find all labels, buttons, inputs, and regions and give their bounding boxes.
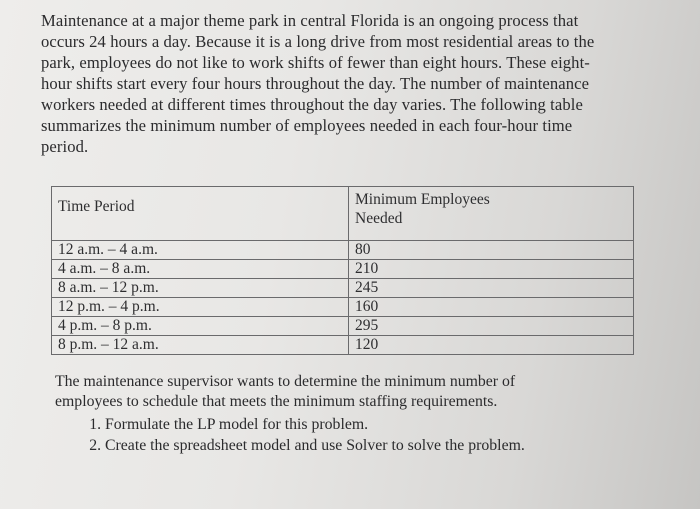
text-line: occurs 24 hours a day. Because it is a long drive from most residential areas to the (41, 32, 595, 51)
text-line: period. (41, 137, 89, 156)
min-employees-cell: 80 (349, 241, 634, 260)
table-row (52, 241, 634, 260)
question-section (55, 372, 655, 456)
min-employees-cell: 210 (349, 260, 634, 279)
table-row (52, 336, 634, 355)
table-row (52, 260, 634, 279)
min-employees-cell: 160 (349, 298, 634, 317)
header-time-period: Time Period (52, 187, 349, 241)
text-line: employees to schedule that meets the minimum staffing requirements. (55, 393, 498, 410)
table-row (52, 298, 634, 317)
text-line: hour shifts start every four hours throughout the day. The number of maintenance (41, 74, 590, 93)
text-line: summarizes the minimum number of employees needed in each four-hour time (41, 116, 573, 135)
text-line: The maintenance supervisor wants to determine the minimum number of (55, 373, 516, 390)
header-min-line2: Needed (355, 210, 403, 227)
table-row (52, 317, 634, 336)
time-period-cell: 4 a.m. – 8 a.m. (52, 260, 349, 279)
time-period-cell: 12 a.m. – 4 a.m. (52, 241, 349, 260)
task-list (55, 414, 655, 456)
time-period-cell: 8 a.m. – 12 p.m. (52, 279, 349, 298)
staffing-table (51, 186, 634, 355)
list-item: 1. Formulate the LP model for this problem. (105, 414, 655, 435)
header-minimum-employees (349, 187, 634, 241)
problem-description (41, 10, 641, 157)
text-line: park, employees do not like to work shifts of fewer than eight hours. These eight- (41, 53, 590, 72)
header-min-line1: Minimum Employees (355, 191, 490, 208)
min-employees-cell: 120 (349, 336, 634, 355)
table-row (52, 279, 634, 298)
time-period-cell: 12 p.m. – 4 p.m. (52, 298, 349, 317)
text-line: workers needed at different times throughout the day varies. The following table (41, 95, 583, 114)
time-period-cell: 8 p.m. – 12 a.m. (52, 336, 349, 355)
min-employees-cell: 295 (349, 317, 634, 336)
time-period-cell: 4 p.m. – 8 p.m. (52, 317, 349, 336)
table-header-row (52, 187, 634, 241)
min-employees-cell: 245 (349, 279, 634, 298)
text-line: Maintenance at a major theme park in central Florida is an ongoing process that (41, 11, 579, 30)
list-item: 2. Create the spreadsheet model and use Solver to solve the problem. (105, 435, 655, 456)
